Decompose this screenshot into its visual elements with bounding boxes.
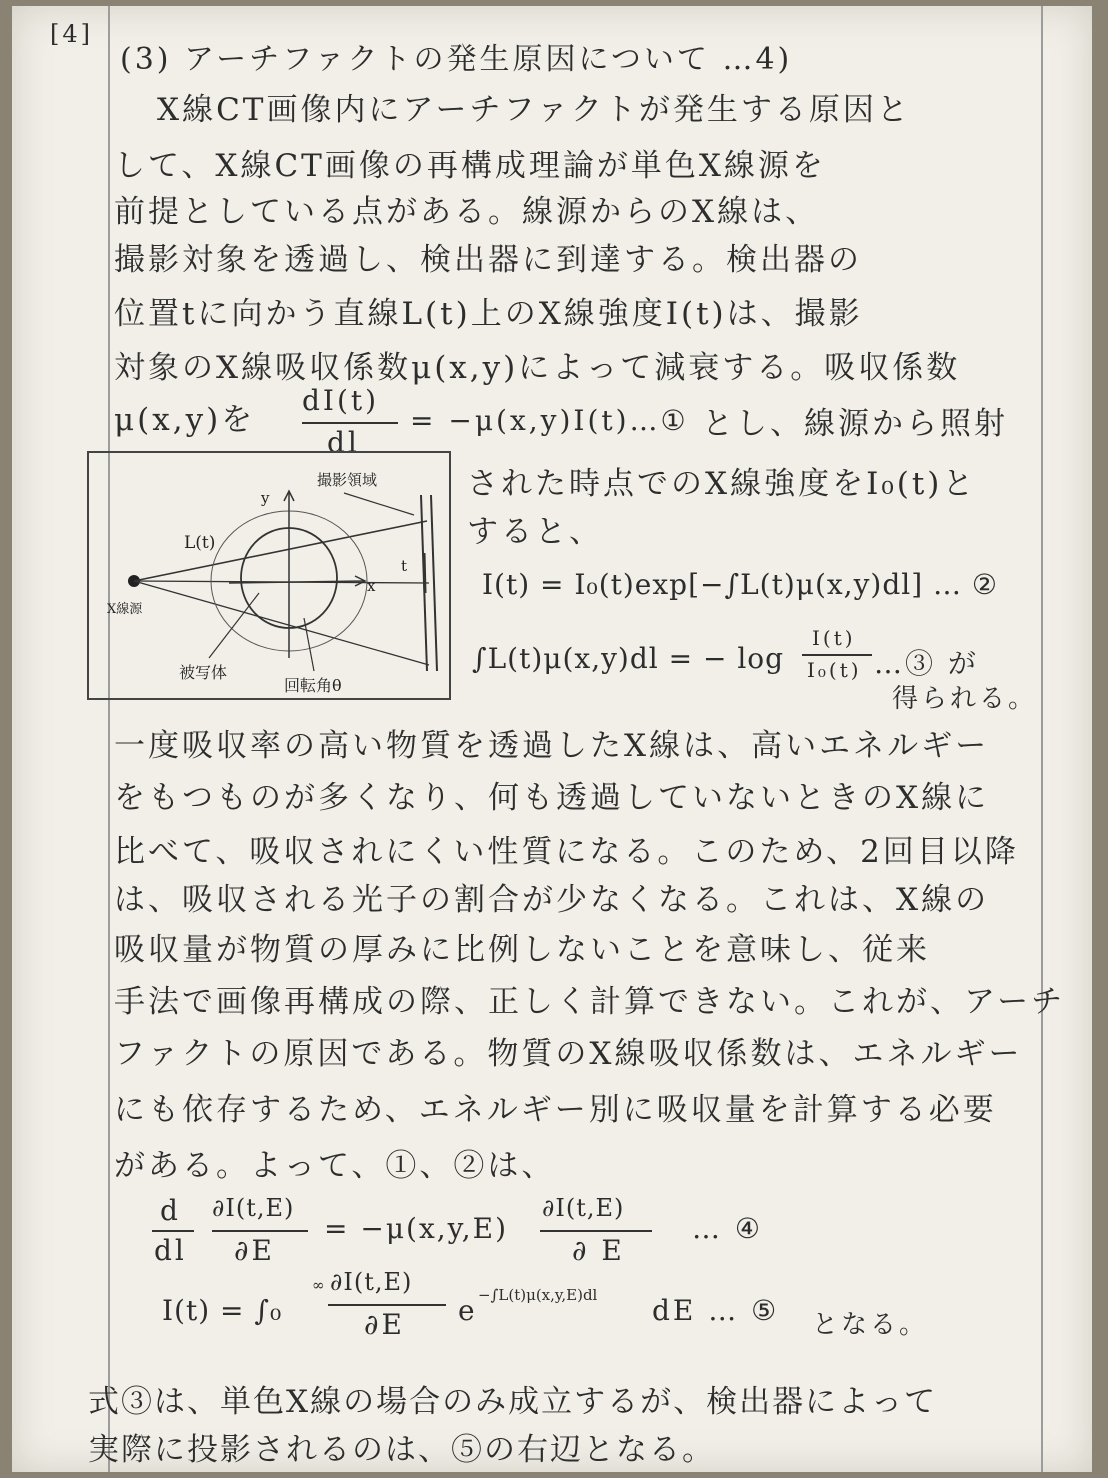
eq5-frac-bar [328,1304,446,1306]
eq5-frac-num: ∂I(t,E) [330,1268,413,1296]
fig-label-x: x [367,577,376,595]
eq4-p2-den: ∂ E [572,1234,625,1267]
eq4-p1-bar [212,1230,308,1232]
text-line: すると、 [467,514,603,550]
object-pointer [209,593,259,658]
text-line: して、X線CT画像の再構成理論が単色X線源を [114,148,826,184]
notebook-page [12,6,1092,1472]
fig-label-object: 被写体 [179,663,228,682]
text-line: 撮影対象を透過し、検出器に到達する。検出器の [114,242,862,278]
section-title: (3) アーチファクトの発生原因について …4) [120,42,793,77]
eq5-tail: dE … ⑤ [652,1294,780,1327]
eq3-tail: …③ が [874,647,979,680]
text-line: X線CT画像内にアーチファクトが発生する原因と [157,92,911,128]
page-number: [4] [50,20,93,48]
fig-label-angle: 回転角θ [284,676,342,695]
text-line: された時点でのX線強度をI₀(t)と [467,466,977,502]
eq4-p2-num: ∂I(t,E) [542,1194,625,1222]
ct-diagram [87,451,451,700]
fig-label-L: L(t) [184,533,216,553]
eq5-tail2: となる。 [812,1310,929,1340]
angle-pointer [304,618,314,671]
detector-pointer [344,493,414,515]
eq5-exp-base: e [458,1294,478,1327]
eq4-d-num: d [160,1194,181,1227]
text-line: 吸収量が物質の厚みに比例しないことを意味し、従来 [114,932,930,968]
text-line: にも依存するため、エネルギー別に吸収量を計算する必要 [114,1092,997,1128]
beam-line-top [134,521,427,581]
text-line: 手法で画像再構成の際、正しく計算できない。これが、アーチ [114,984,1066,1020]
right-margin-line [1041,6,1043,1472]
text-line: μ(x,y)を [114,402,256,438]
text-line: 実際に投影されるのは、⑤の右辺となる。 [88,1432,715,1468]
eq3-lhs: ∫L(t)μ(x,y)dl = − log [472,642,785,675]
beam-line-bottom [134,581,429,665]
text-line: をもつものが多くなり、何も透過していないときのX線に [114,780,990,816]
fig-label-y: y [261,489,270,507]
text-line: 比べて、吸収されにくい性質になる。このため、2回目以降 [114,834,1019,870]
ct-diagram-svg [89,453,449,698]
detector-bar-edge [431,495,437,671]
eq4-p2-bar [540,1230,652,1232]
eq1-numerator: dI(t) [302,384,380,417]
fig-label-t: t [401,557,408,575]
text-line: 前提としている点がある。線源からのX線は、 [114,194,820,230]
eq4-d-bar [152,1230,194,1232]
t-marker [424,553,425,593]
eq3-numerator: I(t) [812,626,856,650]
fig-label-detector: 撮影領域 [317,471,378,489]
eq4-tail: … ④ [692,1212,764,1245]
eq4-p1-num: ∂I(t,E) [212,1194,295,1222]
eq5-upper: ∞ [312,1276,328,1294]
eq4-d-den: dl [154,1234,187,1267]
fig-label-source: X線源 [107,602,143,617]
text-line: ファクトの原因である。物質のX線吸収係数は、エネルギー [114,1036,1023,1072]
eq5-lhs: I(t) = ∫₀ [162,1294,283,1327]
text-line: がある。よって、①、②は、 [114,1148,556,1184]
eq3-tail2: 得られる。 [892,684,1038,714]
eq4-p1-den: ∂E [234,1234,275,1267]
text-line: 一度吸収率の高い物質を透過したX線は、高いエネルギー [114,728,990,764]
eq1-tail: とし、線源から照射 [702,406,1008,442]
eq5-frac-den: ∂E [364,1308,405,1341]
eq3-fraction-bar [802,654,872,656]
eq1-rhs: = −μ(x,y)I(t)…① [410,404,689,437]
text-line: 位置tに向かう直線L(t)上のX線強度I(t)は、撮影 [114,296,863,332]
eq5-exp-sup: −∫L(t)μ(x,y,E)dl [478,1286,598,1304]
eq1-denominator: dl [327,426,360,459]
eq2: I(t) = I₀(t)exp[−∫L(t)μ(x,y)dl] … ② [482,568,999,601]
text-line: は、吸収される光子の割合が少なくなる。これは、X線の [114,882,990,918]
text-line: 対象のX線吸収係数μ(x,y)によって減衰する。吸収係数 [114,350,961,386]
text-line: 式③は、単色X線の場合のみ成立するが、検出器によって [88,1384,938,1420]
eq3-denominator: I₀(t) [807,658,862,682]
eq1-fraction-bar [302,422,398,424]
eq4-mid: = −μ(x,y,E) [324,1212,508,1245]
left-margin-line [108,6,110,1472]
